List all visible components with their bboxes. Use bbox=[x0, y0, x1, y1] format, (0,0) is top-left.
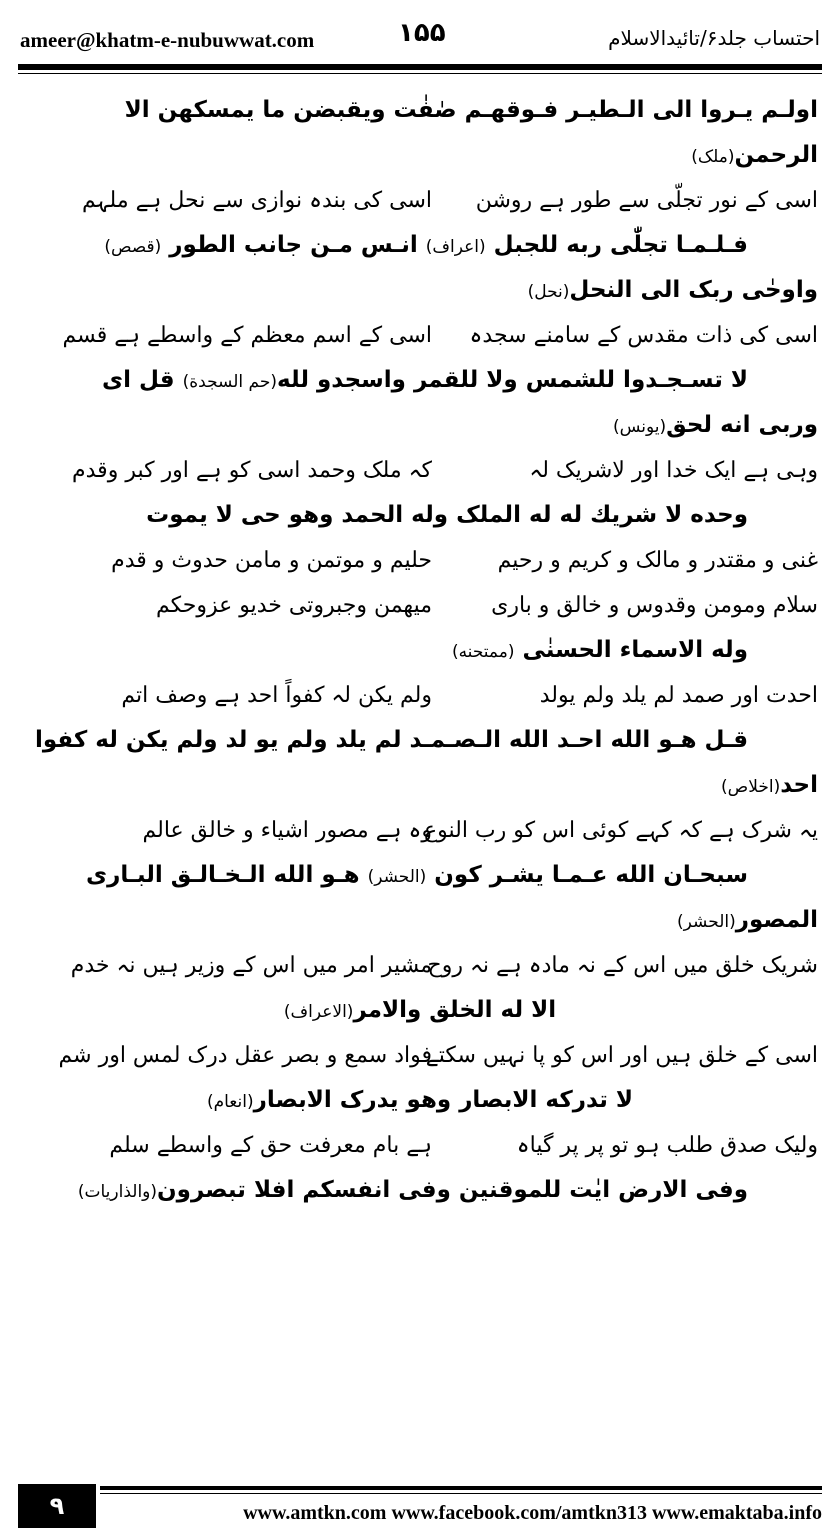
surah-reference: (الحشر) bbox=[367, 867, 427, 887]
verse-couplet bbox=[22, 1123, 818, 1168]
verse-second-hemistich: فواد سمع و بصر عقل درک لمس اور شم bbox=[58, 1043, 432, 1068]
arabic-text: وفی الارض ايٰت للموقنين وفی انفسكم افلا تبصرون bbox=[157, 1177, 748, 1203]
verse-second-hemistich: ہے بام معرفت حق کے واسطے سلم bbox=[109, 1133, 432, 1158]
surah-reference: (حم السجدة) bbox=[182, 372, 277, 392]
footer-website-links[interactable]: www.amtkn.com www.facebook.com/amtkn313 www.emaktaba.info bbox=[243, 1502, 822, 1524]
verse-first-hemistich: اسی کے خلق ہیں اور اس کو پا نہیں سکتے bbox=[425, 1043, 818, 1068]
verse-couplet bbox=[22, 808, 818, 853]
surah-reference: (یونس) bbox=[612, 417, 667, 437]
arabic-text: اولـم يـروا الى الـطيـر فـوقهـم صٰفٰت ويقبضن ما يمسكهن الا bbox=[124, 97, 818, 123]
header-rule-thin bbox=[18, 73, 822, 74]
arabic-text: لا تسـجـدوا للشمس ولا للقمر واسجدو لله bbox=[277, 367, 748, 393]
verse-second-hemistich: اسی کی بندہ نوازی سے نحل ہے ملہم bbox=[82, 188, 432, 213]
arabic-text: وحده لا شريك له له الملک وله الحمد وهو حی لا یموت bbox=[146, 502, 748, 528]
quran-citation-line bbox=[22, 133, 818, 178]
verse-second-hemistich: وہ ہے مصور اشیاء و خالق عالم bbox=[142, 818, 432, 843]
quran-citation-line bbox=[22, 898, 818, 943]
header-book-title: احتساب جلد۶/تائیدالاسلام bbox=[608, 26, 820, 50]
arabic-text: المصور bbox=[735, 907, 818, 933]
header-email: ameer@khatm-e-nubuwwat.com bbox=[20, 28, 315, 52]
verse-first-hemistich: یہ شرک ہے کہ کہے کوئی اس کو رب النوع bbox=[423, 818, 818, 843]
verse-couplet bbox=[22, 943, 818, 988]
verse-first-hemistich: اسی کی ذات مقدس کے سامنے سجدہ bbox=[469, 323, 818, 348]
surah-reference: (انعام) bbox=[206, 1092, 254, 1112]
verse-first-hemistich: ولیک صدق طلب ہو تو پر پر گیاہ bbox=[516, 1133, 818, 1158]
verse-first-hemistich: احدت اور صمد لم یلد ولم یولد bbox=[539, 683, 818, 708]
verse-first-hemistich: شریک خلق میں اس کے نہ مادہ ہے نہ روح bbox=[427, 953, 818, 978]
verse-second-hemistich: مشیر امر میں اس کے وزیر ہیں نہ خدم bbox=[70, 953, 432, 978]
arabic-text: سبحـان الله عـمـا يشـر كون bbox=[426, 862, 748, 888]
verse-first-hemistich: سلام ومومن وقدوس و خالق و باری bbox=[491, 593, 818, 618]
quran-citation-line bbox=[22, 268, 818, 313]
surah-reference: (والذاريات) bbox=[77, 1182, 158, 1202]
quran-citation-line bbox=[22, 1078, 818, 1123]
arabic-text: وربی انه لحق bbox=[666, 412, 818, 438]
verse-couplet bbox=[22, 583, 818, 628]
quran-citation-line bbox=[22, 988, 818, 1033]
surah-reference: (قصص) bbox=[104, 237, 162, 257]
quran-citation-line bbox=[22, 628, 818, 673]
surah-reference: (الاعراف) bbox=[283, 1002, 354, 1022]
verse-second-hemistich: ولم یکن لہ کفواً احد ہے وصف اتم bbox=[121, 683, 432, 708]
page-body bbox=[22, 88, 818, 1213]
footer-rule-thin bbox=[100, 1493, 822, 1494]
arabic-text: وله الاسماء الحسنٰی bbox=[514, 637, 748, 663]
verse-couplet bbox=[22, 1033, 818, 1078]
quran-citation-line bbox=[22, 1168, 818, 1213]
footer-page-index: ۹ bbox=[49, 1492, 65, 1520]
surah-reference: (ملک) bbox=[691, 147, 735, 167]
arabic-text: الا له الخلق والامر bbox=[353, 997, 557, 1023]
verse-second-hemistich: کہ ملک وحمد اسی کو ہے اور کبر وقدم bbox=[72, 458, 432, 483]
surah-reference: (اعراف) bbox=[425, 237, 486, 257]
quran-citation-line bbox=[22, 718, 818, 763]
arabic-text: واوحٰی ربک الی النحل bbox=[569, 277, 818, 303]
arabic-text: فـلـمـا تجلّٰی ربه للجبل bbox=[485, 232, 748, 258]
header-page-number: ۱۵۵ bbox=[398, 18, 446, 48]
verse-couplet bbox=[22, 673, 818, 718]
arabic-text-continued: قل ای bbox=[102, 367, 183, 393]
header-rule-thick bbox=[18, 64, 822, 70]
verse-second-hemistich: اسی کے اسم معظم کے واسطے ہے قسم bbox=[62, 323, 432, 348]
arabic-text: قـل هـو الله احـد الله الـصـمـد لم يلد ولم يو لد ولم يكن له كفوا bbox=[35, 727, 748, 753]
quran-citation-line bbox=[22, 358, 818, 403]
verse-second-hemistich: حلیم و موتمن و مامن حدوث و قدم bbox=[111, 548, 432, 573]
surah-reference: (اخلاص) bbox=[721, 777, 781, 797]
quran-citation-line bbox=[22, 853, 818, 898]
verse-first-hemistich: وہی ہے ایک خدا اور لاشریک لہ bbox=[529, 458, 818, 483]
arabic-text: لا تدركه الابصار وهو يدرک الابصار bbox=[253, 1087, 634, 1113]
surah-reference: (ممتحنه) bbox=[451, 642, 515, 662]
footer-rule-thick bbox=[100, 1486, 822, 1490]
verse-first-hemistich: غنی و مقتدر و مالک و کریم و رحیم bbox=[497, 548, 818, 573]
verse-couplet bbox=[22, 313, 818, 358]
quran-citation-line bbox=[22, 88, 818, 133]
surah-reference: (الحشر) bbox=[677, 912, 736, 932]
verse-couplet bbox=[22, 448, 818, 493]
quran-citation-line bbox=[22, 493, 818, 538]
arabic-text-continued: هـو الله الـخـالـق البـاری bbox=[86, 862, 368, 888]
quran-citation-line bbox=[22, 223, 818, 268]
arabic-text: الرحمن bbox=[734, 142, 818, 168]
arabic-text-continued: انـس مـن جانب الطور bbox=[161, 232, 426, 258]
verse-couplet bbox=[22, 538, 818, 583]
verse-first-hemistich: اسی کے نور تجلّی سے طور ہے روشن bbox=[475, 188, 818, 213]
verse-second-hemistich: میهمن وجبروتی خدیو عزوحکم bbox=[155, 593, 432, 618]
page-footer bbox=[18, 1480, 822, 1528]
quran-citation-line bbox=[22, 403, 818, 448]
surah-reference: (نحل) bbox=[527, 282, 570, 302]
quran-citation-line bbox=[22, 763, 818, 808]
arabic-text: احد bbox=[780, 772, 818, 798]
verse-couplet bbox=[22, 178, 818, 223]
page-header bbox=[18, 8, 822, 58]
